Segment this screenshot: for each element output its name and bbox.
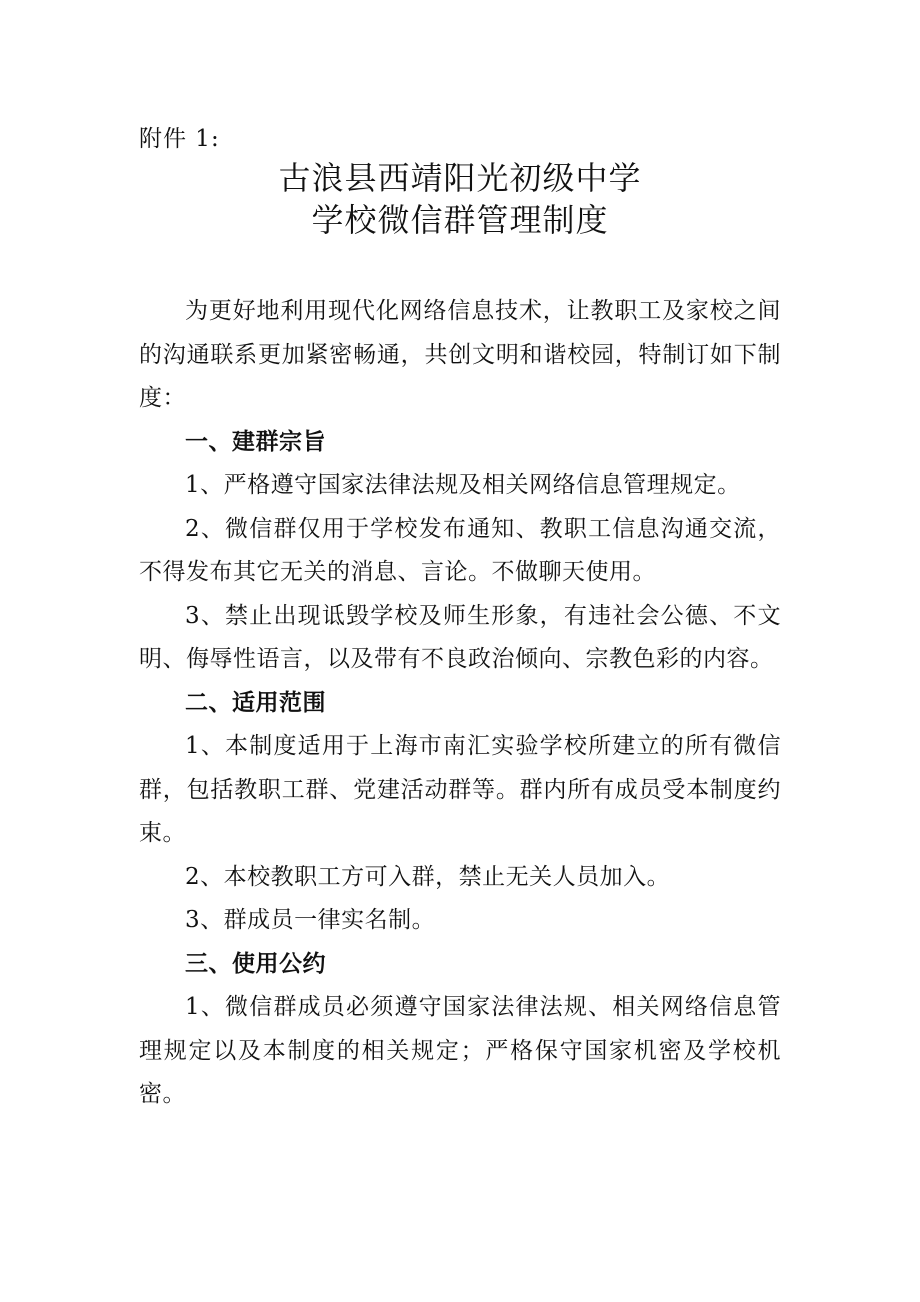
section-heading-scope: 二、适用范围 bbox=[185, 689, 326, 716]
document-title-line1: 古浪县西靖阳光初级中学 bbox=[278, 159, 642, 197]
intro-paragraph: 为更好地利用现代化网络信息技术，让教职工及家校之间的沟通联系更加紧密畅通，共创文明和谐校园，特制订如下制度： bbox=[139, 298, 781, 411]
list-item: 2、微信群仅用于学校发布通知、教职工信息沟通交流，不得发布其它无关的消息、言论。不做聊天使用。 bbox=[139, 515, 781, 585]
list-item: 1、严格遵守国家法律法规及相关网络信息管理规定。 bbox=[185, 472, 741, 498]
list-item: 1、微信群成员必须遵守国家法律法规、相关网络信息管理规定以及本制度的相关规定；严格保守国家机密及学校机密。 bbox=[139, 994, 781, 1107]
section-heading-convention: 三、使用公约 bbox=[185, 950, 326, 977]
document-body bbox=[139, 290, 781, 1117]
list-item: 2、本校教职工方可入群，禁止无关人员加入。 bbox=[185, 863, 671, 890]
list-item: 1、本制度适用于上海市南汇实验学校所建立的所有微信群，包括教职工群、党建活动群等。群内所有成员受本制度约束。 bbox=[139, 733, 781, 846]
list-item: 3、群成员一律实名制。 bbox=[185, 907, 436, 933]
list-item: 3、禁止出现诋毁学校及师生形象，有违社会公德、不文明、侮辱性语言，以及带有不良政治倾向、宗教色彩的内容。 bbox=[139, 602, 781, 672]
attachment-label: 附件 1: bbox=[139, 126, 220, 152]
section-heading-purpose: 一、建群宗旨 bbox=[185, 428, 326, 455]
document-title-line2: 学校微信群管理制度 bbox=[311, 201, 609, 239]
